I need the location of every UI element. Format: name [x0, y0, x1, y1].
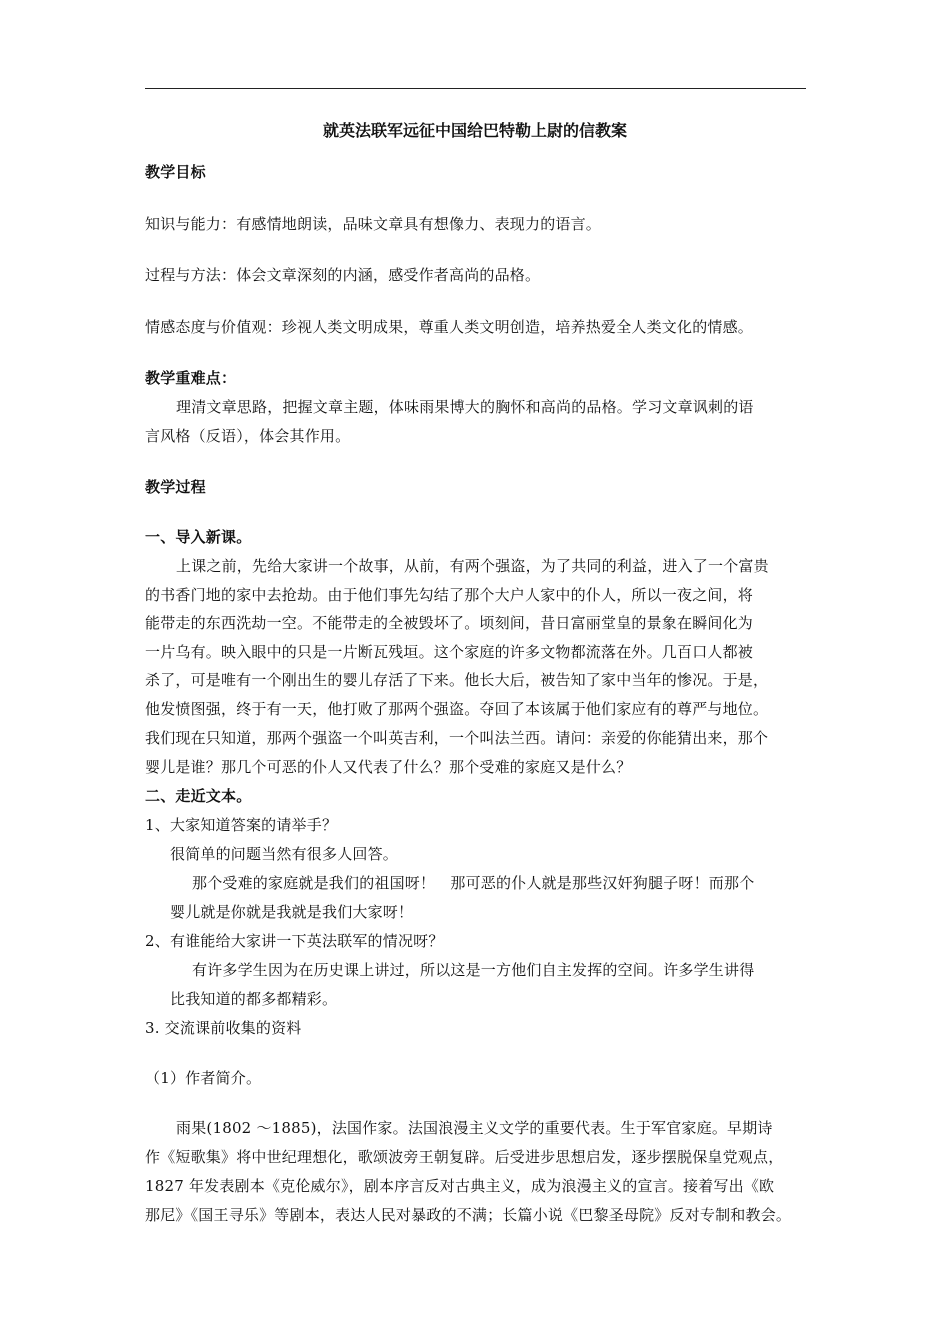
objective-emotion: 情感态度与价值观：珍视人类文明成果，尊重人类文明创造，培养热爱全人类文化的情感。	[145, 318, 754, 336]
section1-heading: 一、导入新课。	[145, 528, 252, 546]
answer-1-detail-line-1: 那个受难的家庭就是我们的祖国呀！ 那可恶的仆人就是那些汉奸狗腿子呀！而那个	[192, 874, 755, 892]
story-line: 的书香门地的家中去抢劫。由于他们事先勾结了那个大户人家中的仆人，所以一夜之间，将	[145, 586, 754, 604]
question-1: 1、大家知道答案的请举手？	[145, 816, 338, 834]
question-3: 3. 交流课前收集的资料	[145, 1019, 302, 1037]
bio-line: 1827 年发表剧本《克伦威尔》，剧本序言反对古典主义，成为浪漫主义的宣言。接着写出《欧	[145, 1177, 775, 1195]
keypoints-line-2: 言风格（反语），体会其作用。	[145, 427, 351, 445]
story-line: 能带走的东西洗劫一空。不能带走的全被毁坏了。顷刻间，昔日富丽堂皇的景象在瞬间化为	[145, 614, 754, 632]
answer-1-text: 很简单的问题当然有很多人回答。	[170, 845, 399, 863]
bio-line: 作《短歌集》将中世纪理想化，歌颂波旁王朝复辟。后受进步思想启发，逐步摆脱保皇党观点，	[145, 1148, 784, 1166]
answer-2-line-2: 比我知道的都多都精彩。	[170, 990, 338, 1008]
bio-line: 那尼》《国王寻乐》等剧本，表达人民对暴政的不满；长篇小说《巴黎圣母院》反对专制和教会。	[145, 1206, 792, 1224]
document-title: 就英法联军远征中国给巴特勒上尉的信教案	[322, 121, 627, 140]
story-line: 我们现在只知道，那两个强盗一个叫英吉利，一个叫法兰西。请问：亲爱的你能猜出来，那个	[145, 729, 769, 747]
bio-line: 雨果(1802 ～1885)，法国作家。法国浪漫主义文学的重要代表。生于军官家庭。早期诗	[176, 1119, 773, 1137]
question-2: 2、有谁能给大家讲一下英法联军的情况呀？	[145, 932, 444, 950]
objective-knowledge: 知识与能力：有感情地朗读，品味文章具有想像力、表现力的语言。	[145, 215, 602, 233]
section2-heading: 二、走近文本。	[145, 787, 252, 805]
objective-process: 过程与方法：体会文章深刻的内涵，感受作者高尚的品格。	[145, 266, 541, 284]
subsection-author-intro: （1）作者简介。	[145, 1069, 262, 1087]
keypoints-line-1: 理清文章思路，把握文章主题，体味雨果博大的胸怀和高尚的品格。学习文章讽刺的语	[176, 398, 754, 416]
keypoints-heading: 教学重难点：	[145, 369, 237, 387]
answer-1-detail-line-2: 婴儿就是你就是我就是我们大家呀！	[170, 903, 414, 921]
story-line: 杀了，可是唯有一个刚出生的婴儿存活了下来。他长大后，被告知了家中当年的惨况。于是，	[145, 671, 769, 689]
header-rule	[145, 88, 806, 89]
story-line: 上课之前，先给大家讲一个故事，从前，有两个强盗，为了共同的利益，进入了一个富贵	[176, 557, 769, 575]
story-line: 他发愤图强，终于有一天，他打败了那两个强盗。夺回了本该属于他们家应有的尊严与地位。	[145, 700, 769, 718]
story-line: 婴儿是谁？那几个可恶的仆人又代表了什么？那个受难的家庭又是什么？	[145, 758, 632, 776]
objectives-heading: 教学目标	[145, 163, 206, 181]
process-heading: 教学过程	[145, 478, 206, 496]
story-line: 一片乌有。映入眼中的只是一片断瓦残垣。这个家庭的许多文物都流落在外。几百口人都被	[145, 643, 754, 661]
answer-2-line-1: 有许多学生因为在历史课上讲过，所以这是一方他们自主发挥的空间。许多学生讲得	[192, 961, 755, 979]
